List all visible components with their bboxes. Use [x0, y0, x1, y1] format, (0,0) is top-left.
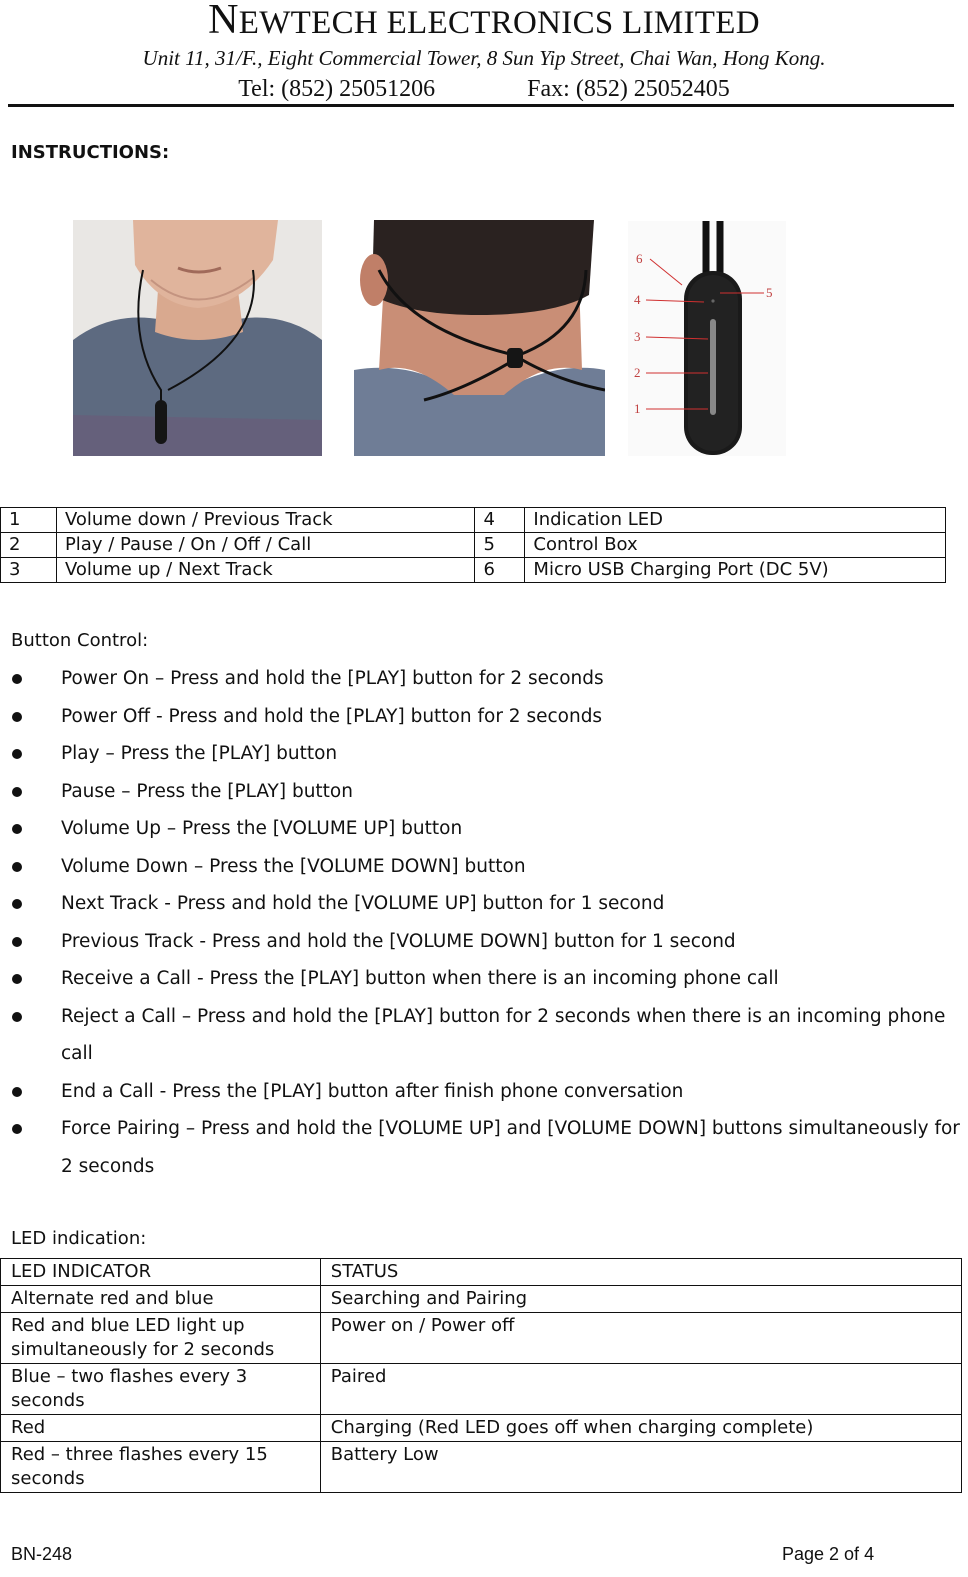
list-item: Volume Up – Press the [VOLUME UP] button	[0, 810, 960, 848]
part-description: Micro USB Charging Port (DC 5V)	[525, 558, 946, 583]
bullet-icon	[12, 674, 22, 684]
part-number: 5	[475, 533, 525, 558]
tel-number: Tel: (852) 25051206	[238, 76, 436, 102]
callout-6: 6	[636, 251, 643, 266]
list-item: Pause – Press the [PLAY] button	[0, 773, 960, 811]
table-row	[1, 508, 946, 533]
list-item: Next Track - Press and hold the [VOLUME UP] button for 1 second	[0, 885, 960, 923]
list-item: Force Pairing – Press and hold the [VOLUME UP] and [VOLUME DOWN] buttons simultaneously for 2 seconds	[0, 1110, 960, 1185]
fax-number: Fax: (852) 25052405	[527, 76, 730, 102]
table-row	[1, 558, 946, 583]
bullet-icon	[12, 1087, 22, 1097]
led-indication-label: LED indication:	[11, 1228, 147, 1249]
column-header: LED INDICATOR	[1, 1259, 321, 1286]
led-table	[0, 1258, 962, 1493]
table-row	[1, 1286, 962, 1313]
column-header: STATUS	[320, 1259, 961, 1286]
list-item: Power On – Press and hold the [PLAY] button for 2 seconds	[0, 660, 960, 698]
table-header-row	[1, 1259, 962, 1286]
part-number: 1	[1, 508, 57, 533]
callout-2: 2	[634, 365, 641, 380]
part-number: 6	[475, 558, 525, 583]
led-indicator: Alternate red and blue	[1, 1286, 321, 1313]
table-row	[1, 1415, 962, 1442]
callout-5: 5	[766, 285, 773, 300]
list-item: Receive a Call - Press the [PLAY] button when there is an incoming phone call	[0, 960, 960, 998]
bullet-icon	[12, 862, 22, 872]
bullet-icon	[12, 712, 22, 722]
led-indicator: Red and blue LED light up simultaneously for 2 seconds	[1, 1313, 321, 1364]
button-control-label: Button Control:	[11, 630, 149, 651]
photo-control-box	[628, 221, 786, 456]
part-description: Control Box	[525, 533, 946, 558]
company-contact	[0, 74, 968, 104]
list-item: Play – Press the [PLAY] button	[0, 735, 960, 773]
callout-1: 1	[634, 401, 641, 416]
list-item: End a Call - Press the [PLAY] button after finish phone conversation	[0, 1073, 960, 1111]
part-description: Play / Pause / On / Off / Call	[56, 533, 475, 558]
list-item: Volume Down – Press the [VOLUME DOWN] button	[0, 848, 960, 886]
list-item: Power Off - Press and hold the [PLAY] button for 2 seconds	[0, 698, 960, 736]
led-status: Paired	[320, 1364, 961, 1415]
company-address: Unit 11, 31/F., Eight Commercial Tower, 8 Sun Yip Street, Chai Wan, Hong Kong.	[142, 46, 826, 70]
bullet-icon	[12, 824, 22, 834]
part-number: 3	[1, 558, 57, 583]
part-description: Volume down / Previous Track	[56, 508, 475, 533]
part-description: Indication LED	[525, 508, 946, 533]
bullet-icon	[12, 749, 22, 759]
callout-4: 4	[634, 292, 641, 307]
part-number: 2	[1, 533, 57, 558]
led-status: Power on / Power off	[320, 1313, 961, 1364]
bullet-icon	[12, 1012, 22, 1022]
bullet-icon	[12, 974, 22, 984]
led-status: Charging (Red LED goes off when charging complete)	[320, 1415, 961, 1442]
header-divider	[8, 104, 954, 107]
photo-back-view	[354, 220, 605, 456]
parts-table	[0, 507, 946, 583]
list-item: Reject a Call – Press and hold the [PLAY] button for 2 seconds when there is an incoming phone call	[0, 998, 960, 1073]
callout-3: 3	[634, 329, 641, 344]
button-control-list	[0, 660, 960, 1185]
table-row	[1, 1364, 962, 1415]
part-description: Volume up / Next Track	[56, 558, 475, 583]
document-code: BN-248	[11, 1544, 73, 1564]
bullet-icon	[12, 899, 22, 909]
bullet-icon	[12, 1124, 22, 1134]
list-item: Previous Track - Press and hold the [VOLUME DOWN] button for 1 second	[0, 923, 960, 961]
led-status: Searching and Pairing	[320, 1286, 961, 1313]
photo-front-view	[73, 220, 322, 456]
part-number: 4	[475, 508, 525, 533]
table-row	[1, 1313, 962, 1364]
led-indicator: Red – three flashes every 15 seconds	[1, 1442, 321, 1493]
led-indicator: Blue – two flashes every 3 seconds	[1, 1364, 321, 1415]
bullet-icon	[12, 787, 22, 797]
instructions-heading: INSTRUCTIONS:	[11, 142, 170, 163]
led-status: Battery Low	[320, 1442, 961, 1493]
bullet-icon	[12, 937, 22, 947]
table-row	[1, 1442, 962, 1493]
company-name: NEWTECH ELECTRONICS LIMITED	[208, 0, 760, 43]
page-number: Page 2 of 4	[782, 1544, 875, 1564]
led-indicator: Red	[1, 1415, 321, 1442]
table-row	[1, 533, 946, 558]
